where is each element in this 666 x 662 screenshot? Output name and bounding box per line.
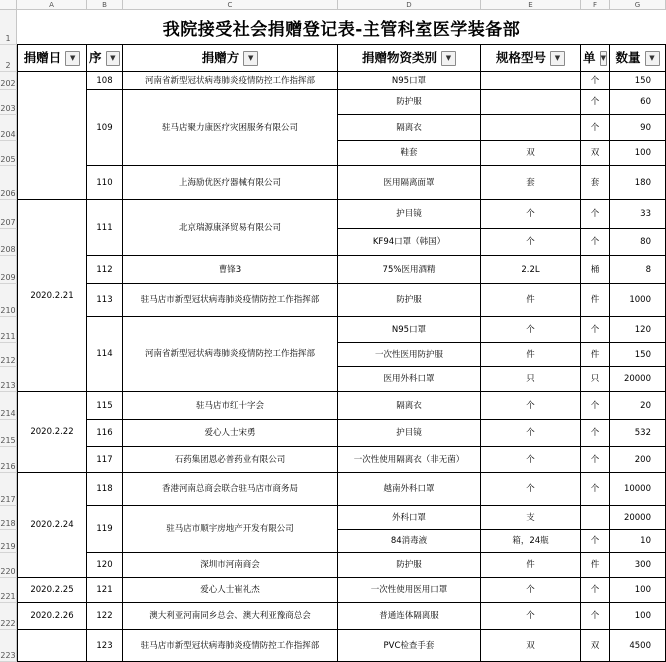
- row-header[interactable]: 214: [0, 392, 17, 420]
- donor-cell[interactable]: 驻马店市顺宇房地产开发有限公司: [123, 506, 338, 553]
- seq-cell[interactable]: 121: [87, 578, 123, 603]
- row-header[interactable]: 213: [0, 367, 17, 392]
- category-cell[interactable]: 75%医用酒精: [338, 256, 481, 284]
- category-cell[interactable]: 护目镜: [338, 420, 481, 447]
- donor-cell[interactable]: 石药集团恩必普药业有限公司: [123, 447, 338, 473]
- row-header[interactable]: 221: [0, 578, 17, 603]
- category-cell[interactable]: KF94口罩（韩国）: [338, 229, 481, 256]
- spec-cell[interactable]: 个: [481, 392, 581, 420]
- donor-cell[interactable]: 驻马店市新型冠状病毒肺炎疫情防控工作指挥部: [123, 284, 338, 317]
- seq-cell[interactable]: 112: [87, 256, 123, 284]
- unit-cell[interactable]: 双: [581, 141, 610, 166]
- filter-dropdown-icon[interactable]: ▼: [65, 51, 80, 66]
- row-header[interactable]: 220: [0, 553, 17, 578]
- header-cell: [123, 45, 338, 72]
- spec-cell[interactable]: 个: [481, 578, 581, 603]
- column-header-e[interactable]: E: [481, 0, 581, 10]
- row-header[interactable]: 223: [0, 630, 17, 662]
- unit-cell[interactable]: 个: [581, 392, 610, 420]
- column-header-a[interactable]: A: [17, 0, 87, 10]
- spec-cell[interactable]: 双: [481, 141, 581, 166]
- quantity-cell[interactable]: 80: [610, 229, 666, 256]
- row-header[interactable]: 211: [0, 317, 17, 343]
- spec-cell[interactable]: 个: [481, 447, 581, 473]
- donation-date-cell[interactable]: 2020.2.25: [17, 578, 87, 603]
- seq-cell[interactable]: 114: [87, 317, 123, 392]
- donor-cell[interactable]: 河南省新型冠状病毒肺炎疫情防控工作指挥部: [123, 72, 338, 90]
- header-label: 捐赠日: [23, 50, 62, 65]
- unit-cell[interactable]: 双: [581, 630, 610, 662]
- quantity-cell[interactable]: 60: [610, 90, 666, 115]
- quantity-cell[interactable]: 33: [610, 200, 666, 229]
- category-cell[interactable]: 隔离衣: [338, 115, 481, 141]
- donation-date-cell[interactable]: 2020.2.22: [17, 392, 87, 473]
- unit-cell[interactable]: 个: [581, 200, 610, 229]
- quantity-cell[interactable]: 200: [610, 447, 666, 473]
- donor-cell[interactable]: 曹锋3: [123, 256, 338, 284]
- header-label: 捐赠方: [201, 50, 240, 65]
- row-header[interactable]: 215: [0, 420, 17, 447]
- header-label: 捐赠物资类别: [361, 50, 437, 65]
- category-cell[interactable]: 一次性使用医用口罩: [338, 578, 481, 603]
- quantity-cell[interactable]: 150: [610, 72, 666, 90]
- seq-cell[interactable]: 110: [87, 166, 123, 200]
- unit-cell[interactable]: 个: [581, 473, 610, 506]
- unit-cell[interactable]: 个: [581, 115, 610, 141]
- category-cell[interactable]: 84消毒液: [338, 530, 481, 553]
- unit-cell[interactable]: [581, 506, 610, 530]
- spec-cell[interactable]: 个: [481, 473, 581, 506]
- spec-cell[interactable]: 只: [481, 367, 581, 392]
- category-cell[interactable]: 医用外科口罩: [338, 367, 481, 392]
- category-cell[interactable]: 医用隔离面罩: [338, 166, 481, 200]
- row-header[interactable]: 203: [0, 90, 17, 115]
- row-header[interactable]: 217: [0, 473, 17, 506]
- row-header[interactable]: 218: [0, 506, 17, 530]
- seq-cell[interactable]: 116: [87, 420, 123, 447]
- row-header[interactable]: 204: [0, 115, 17, 141]
- row-header[interactable]: 2: [0, 45, 17, 72]
- unit-cell[interactable]: 个: [581, 447, 610, 473]
- donor-cell[interactable]: 北京瑞源康泽贸易有限公司: [123, 200, 338, 256]
- row-header[interactable]: 209: [0, 256, 17, 284]
- category-cell[interactable]: 一次性医用防护服: [338, 343, 481, 367]
- donor-cell[interactable]: 河南省新型冠状病毒肺炎疫情防控工作指挥部: [123, 317, 338, 392]
- category-cell[interactable]: 防护服: [338, 284, 481, 317]
- spec-cell[interactable]: 套: [481, 166, 581, 200]
- seq-cell[interactable]: 115: [87, 392, 123, 420]
- category-cell[interactable]: N95口罩: [338, 72, 481, 90]
- filter-dropdown-icon[interactable]: ▼: [645, 51, 660, 66]
- quantity-cell[interactable]: 150: [610, 343, 666, 367]
- quantity-cell[interactable]: 180: [610, 166, 666, 200]
- category-cell[interactable]: 护目镜: [338, 200, 481, 229]
- column-header-d[interactable]: D: [338, 0, 481, 10]
- category-cell[interactable]: 防护服: [338, 90, 481, 115]
- row-header[interactable]: 216: [0, 447, 17, 473]
- quantity-cell[interactable]: 100: [610, 578, 666, 603]
- unit-cell[interactable]: 个: [581, 317, 610, 343]
- spec-cell[interactable]: 个: [481, 200, 581, 229]
- header-cell: [481, 45, 581, 72]
- row-header[interactable]: 210: [0, 284, 17, 317]
- donor-cell[interactable]: 驻马店聚力康医疗灾困服务有限公司: [123, 90, 338, 166]
- spec-cell[interactable]: 支: [481, 506, 581, 530]
- spec-cell[interactable]: 件: [481, 284, 581, 317]
- category-cell[interactable]: 外科口罩: [338, 506, 481, 530]
- quantity-cell[interactable]: 4500: [610, 630, 666, 662]
- unit-cell[interactable]: 桶: [581, 256, 610, 284]
- filter-dropdown-icon[interactable]: ▼: [441, 51, 456, 66]
- quantity-cell[interactable]: 10000: [610, 473, 666, 506]
- spec-cell[interactable]: 件: [481, 343, 581, 367]
- unit-cell[interactable]: 个: [581, 229, 610, 256]
- select-all-corner[interactable]: [0, 0, 17, 10]
- quantity-cell[interactable]: 100: [610, 603, 666, 630]
- filter-dropdown-icon[interactable]: ▼: [550, 51, 565, 66]
- row-header[interactable]: 207: [0, 200, 17, 229]
- seq-cell[interactable]: 117: [87, 447, 123, 473]
- donor-cell[interactable]: 上海励优医疗器械有限公司: [123, 166, 338, 200]
- seq-cell[interactable]: 109: [87, 90, 123, 166]
- filter-dropdown-icon[interactable]: ▼: [106, 51, 120, 66]
- seq-cell[interactable]: 122: [87, 603, 123, 630]
- unit-cell[interactable]: 只: [581, 367, 610, 392]
- filter-dropdown-icon[interactable]: ▼: [600, 51, 607, 66]
- unit-cell[interactable]: 个: [581, 530, 610, 553]
- unit-cell[interactable]: 个: [581, 72, 610, 90]
- quantity-cell[interactable]: 8: [610, 256, 666, 284]
- seq-cell[interactable]: 123: [87, 630, 123, 662]
- unit-cell[interactable]: 个: [581, 90, 610, 115]
- donor-cell[interactable]: 驻马店市新型冠状病毒肺炎疫情防控工作指挥部: [123, 630, 338, 662]
- unit-cell[interactable]: 件: [581, 284, 610, 317]
- category-cell[interactable]: 鞋套: [338, 141, 481, 166]
- quantity-cell[interactable]: 10: [610, 530, 666, 553]
- spec-cell[interactable]: [481, 90, 581, 115]
- spec-cell[interactable]: [481, 115, 581, 141]
- header-cell: [17, 45, 87, 72]
- spec-cell[interactable]: 个: [481, 317, 581, 343]
- category-cell[interactable]: PVC检查手套: [338, 630, 481, 662]
- spec-cell[interactable]: 个: [481, 603, 581, 630]
- donor-cell[interactable]: 爱心人士崔礼杰: [123, 578, 338, 603]
- seq-cell[interactable]: 118: [87, 473, 123, 506]
- donor-cell[interactable]: 深圳市河南商会: [123, 553, 338, 578]
- header-label: 规格型号: [495, 50, 546, 65]
- spec-cell[interactable]: 个: [481, 420, 581, 447]
- header-cell: [610, 45, 666, 72]
- category-cell[interactable]: N95口罩: [338, 317, 481, 343]
- seq-cell[interactable]: 113: [87, 284, 123, 317]
- spec-cell[interactable]: 双: [481, 630, 581, 662]
- filter-dropdown-icon[interactable]: ▼: [243, 51, 258, 66]
- donation-date-cell[interactable]: [17, 630, 87, 662]
- row-header[interactable]: 1: [0, 10, 17, 45]
- quantity-cell[interactable]: 300: [610, 553, 666, 578]
- category-cell[interactable]: 普通连体隔离服: [338, 603, 481, 630]
- quantity-cell[interactable]: 20: [610, 392, 666, 420]
- category-cell[interactable]: 隔离衣: [338, 392, 481, 420]
- seq-cell[interactable]: 108: [87, 72, 123, 90]
- row-header[interactable]: 202: [0, 72, 17, 90]
- unit-cell[interactable]: 件: [581, 553, 610, 578]
- unit-cell[interactable]: 套: [581, 166, 610, 200]
- unit-cell[interactable]: 件: [581, 343, 610, 367]
- donation-date-cell[interactable]: [17, 72, 87, 200]
- spec-cell[interactable]: 个: [481, 229, 581, 256]
- header-label: 单: [583, 50, 596, 65]
- spec-cell[interactable]: [481, 72, 581, 90]
- spec-cell[interactable]: 2.2L: [481, 256, 581, 284]
- donation-date-cell[interactable]: 2020.2.24: [17, 473, 87, 578]
- quantity-cell[interactable]: 90: [610, 115, 666, 141]
- category-cell[interactable]: 越南外科口罩: [338, 473, 481, 506]
- seq-cell[interactable]: 120: [87, 553, 123, 578]
- row-header[interactable]: 219: [0, 530, 17, 553]
- quantity-cell[interactable]: 120: [610, 317, 666, 343]
- seq-cell[interactable]: 111: [87, 200, 123, 256]
- header-cell: [87, 45, 123, 72]
- unit-cell[interactable]: 个: [581, 603, 610, 630]
- row-header[interactable]: 212: [0, 343, 17, 367]
- category-cell[interactable]: 防护服: [338, 553, 481, 578]
- column-header-b[interactable]: B: [87, 0, 123, 10]
- quantity-cell[interactable]: 100: [610, 141, 666, 166]
- sheet-title: 我院接受社会捐赠登记表-主管科室医学装备部: [17, 10, 666, 45]
- donor-cell[interactable]: 爱心人士宋勇: [123, 420, 338, 447]
- spec-cell[interactable]: 箱，24瓶: [481, 530, 581, 553]
- column-header-g[interactable]: G: [610, 0, 666, 10]
- unit-cell[interactable]: 个: [581, 420, 610, 447]
- header-cell: [338, 45, 481, 72]
- donation-date-cell[interactable]: 2020.2.26: [17, 603, 87, 630]
- column-header-f[interactable]: F: [581, 0, 610, 10]
- row-header[interactable]: 206: [0, 166, 17, 200]
- donor-cell[interactable]: 澳大利亚河南同乡总会、澳大利亚豫商总会: [123, 603, 338, 630]
- header-cell: [581, 45, 610, 72]
- unit-cell[interactable]: 个: [581, 578, 610, 603]
- header-label: 数量: [615, 50, 641, 65]
- header-label: 序: [89, 50, 102, 65]
- quantity-cell[interactable]: 532: [610, 420, 666, 447]
- row-header[interactable]: 208: [0, 229, 17, 256]
- column-header-c[interactable]: C: [123, 0, 338, 10]
- category-cell[interactable]: 一次性使用隔离衣（非无菌）: [338, 447, 481, 473]
- row-header[interactable]: 222: [0, 603, 17, 630]
- quantity-cell[interactable]: 20000: [610, 506, 666, 530]
- quantity-cell[interactable]: 1000: [610, 284, 666, 317]
- donor-cell[interactable]: 香港河南总商会联合驻马店市商务局: [123, 473, 338, 506]
- donor-cell[interactable]: 驻马店市红十字会: [123, 392, 338, 420]
- donation-date-cell[interactable]: 2020.2.21: [17, 200, 87, 392]
- spec-cell[interactable]: 件: [481, 553, 581, 578]
- quantity-cell[interactable]: 20000: [610, 367, 666, 392]
- seq-cell[interactable]: 119: [87, 506, 123, 553]
- row-header[interactable]: 205: [0, 141, 17, 166]
